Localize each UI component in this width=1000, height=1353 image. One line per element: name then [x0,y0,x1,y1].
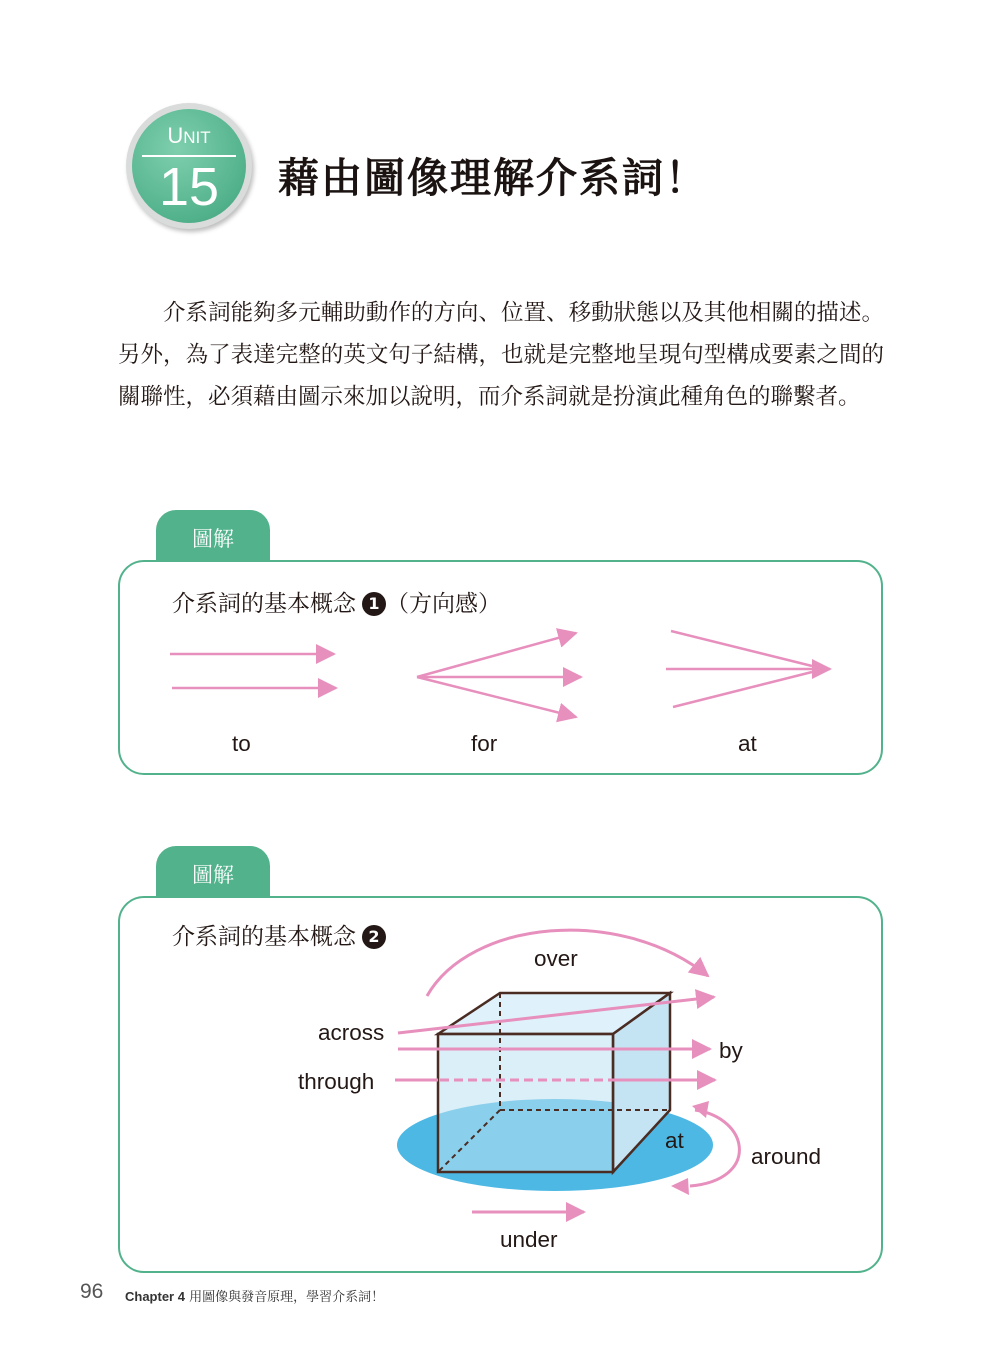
label-around: around [751,1144,822,1169]
label-under: under [500,1227,558,1252]
label-by: by [719,1038,743,1063]
unit-label: UNIT [167,123,211,148]
diagram2-number-badge: 2 [362,925,386,949]
diagram2-title: 介系詞的基本概念 2 [172,918,386,951]
cube [438,993,670,1172]
intro-paragraph: 介系詞能夠多元輔助動作的方向、位置、移動狀態以及其他相關的描述。另外，為了表達完整的英文句子結構，也就是完整地呈現句型構成要素之間的關聯性，必須藉由圖示來加以說明，而介系詞就是扮演此種角色的聯繫者。 [118,300,884,410]
label-at: at [738,731,757,756]
label-for: for [471,731,498,756]
page-number: 96 [80,1280,104,1303]
label-over: over [534,946,578,971]
diagram1-tab: 圖解 [156,510,270,562]
unit-number: 15 [158,157,220,217]
label-across: across [318,1020,385,1045]
label-through: through [298,1069,375,1094]
diagram1-number-badge: 1 [362,592,386,616]
label-to: to [232,731,251,756]
label-at-2: at [665,1128,684,1153]
diagram1-title: 介系詞的基本概念 1 （方向感） [172,591,501,617]
diagram2-tab: 圖解 [156,846,270,898]
page-title: 藉由圖像理解介系詞！ [278,154,708,202]
chapter-footer: Chapter 4 用圖像與發音原理，學習介系詞！ [125,1289,385,1305]
